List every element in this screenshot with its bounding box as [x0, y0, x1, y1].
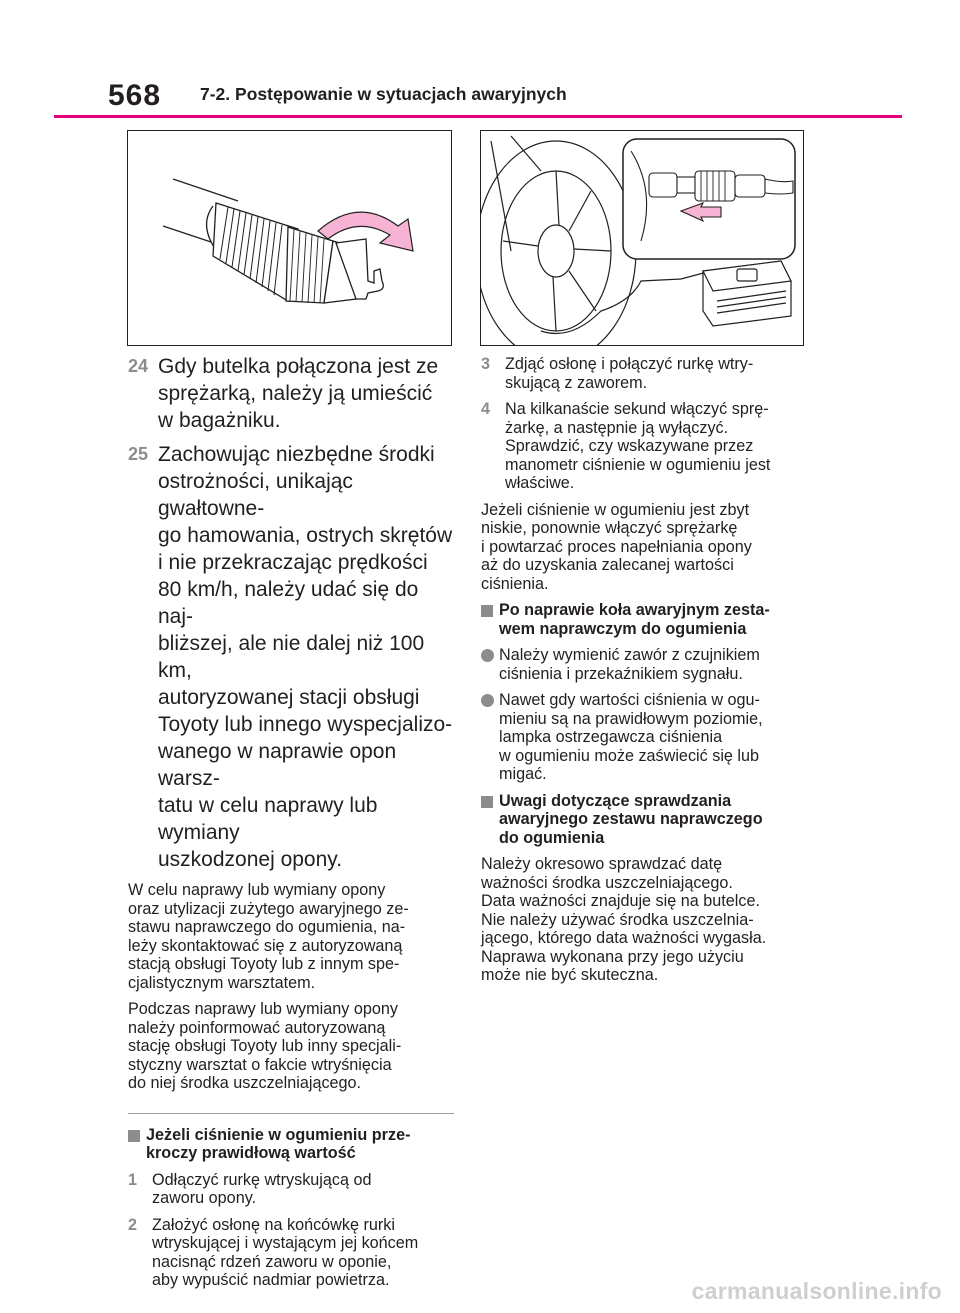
paragraph: Jeżeli ciśnienie w ogumieniu jest zbyt niskie, ponownie włączyć sprężarkę i powtarzać proces napełniania opony aż do uzyskania zalecanej wartości ciśnienia. — [481, 500, 752, 593]
watermark: carmanualsonline.info — [691, 1278, 942, 1304]
bottle-cap-illustration — [127, 130, 452, 346]
step-25: 25 Zachowując niezbędne środki ostrożności, unikając gwałtowne- go hamowania, ostrych skrętów i nie przekraczając prędkości 80 km/h, należy udać się do naj- bliższej, ale nie dalej niż 100 km, autoryzowanej stacji obsługi Toyoty lub innego wyspecjalizo- wanego w naprawie opon warsz- tatu w celu naprawy lub wymiany uszkodzonej opony. — [128, 443, 453, 871]
substep-1: 1 Odłączyć rurkę wtryskującą od zaworu opony. — [128, 1170, 372, 1207]
step-number: 4 — [481, 400, 491, 418]
substep-2: 2 Założyć osłonę na końcówkę rurki wtryskującej i wystającym jej końcem nacisnąć rdzeń zaworu w oponie, aby wypuścić nadmiar powietrza. — [128, 1215, 419, 1289]
bullet-item: Należy wymienić zawór z czujnikiem ciśnienia i przekaźnikiem sygnału. — [481, 646, 811, 683]
square-bullet-icon — [128, 1130, 140, 1142]
substep-4: 4 Na kilkanaście sekund włączyć sprę- żarkę, a następnie ją wyłączyć. Sprawdzić, czy wskazywane przez manometr ciśnienie w ogumieniu jest właściwe. — [481, 400, 771, 492]
step-number: 25 — [128, 444, 149, 464]
step-number: 3 — [481, 355, 491, 373]
step-number: 24 — [128, 356, 149, 376]
heading-kit-check: Uwagi dotyczące sprawdzania awaryjnego zestawu naprawczego do ogumienia — [481, 792, 811, 848]
circle-bullet-icon — [481, 649, 494, 662]
step-number: 2 — [128, 1215, 138, 1234]
paragraph: Należy okresowo sprawdzać datę ważności środka uszczelniającego. Data ważności znajduje się na butelce. Nie należy używać środka uszczelnia- jącego, którego data ważności wygasła. Naprawa wykonana przy jego użyciu może nie być skuteczna. — [481, 855, 767, 984]
step-24: 24 Gdy butelka połączona jest ze sprężarką, należy ją umieścić w bagażniku. — [128, 355, 439, 432]
heading-pressure-too-high: Jeżeli ciśnienie w ogumieniu prze- kroczy prawidłową wartość — [128, 1126, 454, 1163]
page-number: 568 — [108, 79, 162, 112]
heading-after-repair: Po naprawie koła awaryjnym zesta- wem naprawczym do ogumienia — [481, 601, 811, 638]
square-bullet-icon — [481, 605, 493, 617]
divider — [128, 1113, 454, 1114]
substep-3: 3 Zdjąć osłonę i połączyć rurkę wtry- skującą z zaworem. — [481, 355, 754, 392]
bullet-item: Nawet gdy wartości ciśnienia w ogu- mieniu są na prawidłowym poziomie, lampka ostrzegawcza ciśnienia w ogumieniu może zaświecić się lub migać. — [481, 691, 811, 784]
header-rule — [54, 115, 902, 118]
square-bullet-icon — [481, 796, 493, 808]
step-number: 1 — [128, 1170, 138, 1189]
wheel-valve-illustration — [480, 130, 804, 346]
circle-bullet-icon — [481, 694, 494, 707]
paragraph: W celu naprawy lub wymiany opony oraz utylizacji zużytego awaryjnego ze- stawu naprawczego do ogumienia, na- leży skontaktować się z autoryzowaną stacją obsługi Toyoty lub z innym spe- cjalistycznym warsztatem. — [128, 881, 409, 992]
section-title: 7-2. Postępowanie w sytuacjach awaryjnych — [200, 84, 567, 104]
paragraph: Podczas naprawy lub wymiany opony należy poinformować autoryzowaną stację obsługi Toyoty lub inny specjali- styczny warsztat o fakcie wtryśnięcia do niej środka uszczelniającego. — [128, 1000, 402, 1092]
